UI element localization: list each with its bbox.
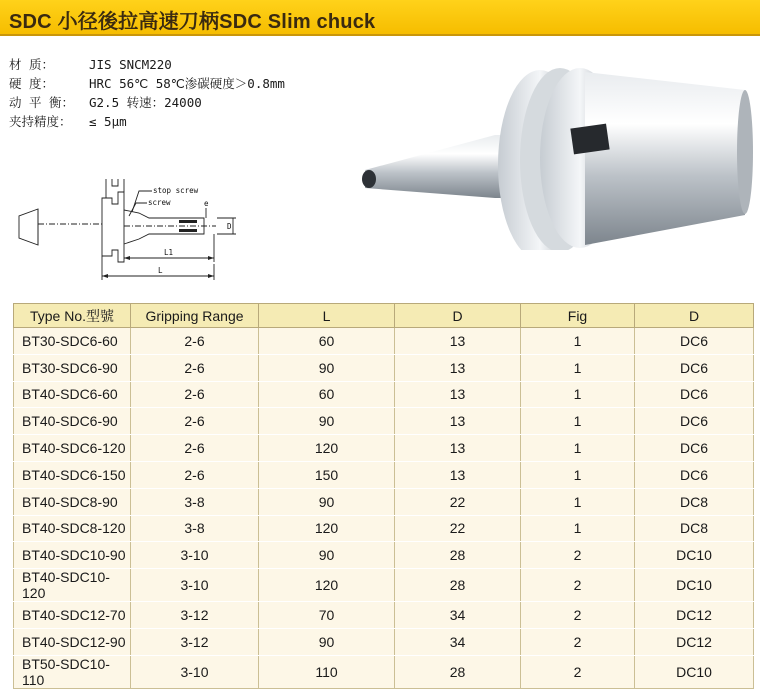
col-header-d: D — [395, 304, 521, 328]
cell-collet: DC6 — [635, 354, 754, 381]
table-row — [14, 408, 754, 435]
drawing-label-e: e — [204, 199, 209, 208]
drawing-nose-shape — [124, 210, 204, 244]
cell-fig: 1 — [521, 328, 635, 355]
cell-collet: DC12 — [635, 628, 754, 655]
cell-l: 60 — [259, 381, 395, 408]
drawing-collet-mark — [179, 220, 197, 223]
table-row — [14, 354, 754, 381]
cell-fig: 2 — [521, 655, 635, 688]
cell-gripping-range: 2-6 — [131, 328, 259, 355]
cell-type-no: BT40-SDC6-150 — [14, 461, 131, 488]
cell-collet: DC10 — [635, 569, 754, 602]
cell-type-no: BT40-SDC6-90 — [14, 408, 131, 435]
cell-d: 34 — [395, 602, 521, 629]
table-row — [14, 461, 754, 488]
cell-collet: DC8 — [635, 488, 754, 515]
col-header-l: L — [259, 304, 395, 328]
spec-row-hardness — [9, 74, 285, 93]
cell-d: 13 — [395, 435, 521, 462]
spec-row-accuracy — [9, 112, 285, 131]
cell-fig: 1 — [521, 488, 635, 515]
cell-collet: DC10 — [635, 542, 754, 569]
cell-d: 13 — [395, 408, 521, 435]
cell-l: 60 — [259, 328, 395, 355]
cell-d: 13 — [395, 381, 521, 408]
cell-collet: DC6 — [635, 461, 754, 488]
cell-fig: 1 — [521, 515, 635, 542]
table-row — [14, 542, 754, 569]
photo-taper — [585, 72, 745, 245]
cell-fig: 2 — [521, 628, 635, 655]
technical-drawing — [14, 176, 249, 281]
cell-d: 28 — [395, 542, 521, 569]
table-row — [14, 655, 754, 688]
drawing-label-screw: screw — [148, 198, 171, 207]
cell-gripping-range: 3-12 — [131, 602, 259, 629]
cell-collet: DC6 — [635, 381, 754, 408]
cell-gripping-range: 3-8 — [131, 515, 259, 542]
cell-type-no: BT50-SDC10-110 — [14, 655, 131, 688]
cell-l: 120 — [259, 435, 395, 462]
cell-type-no: BT40-SDC6-120 — [14, 435, 131, 462]
col-header-type-no: Type No.型號 — [14, 304, 131, 328]
cell-l: 70 — [259, 602, 395, 629]
drawing-taper-shape — [19, 209, 38, 245]
cell-d: 13 — [395, 354, 521, 381]
cell-d: 22 — [395, 515, 521, 542]
cell-type-no: BT40-SDC6-60 — [14, 381, 131, 408]
drawing-label-d: D — [227, 222, 232, 231]
cell-l: 90 — [259, 354, 395, 381]
cell-l: 150 — [259, 461, 395, 488]
col-header-d-collet: D — [635, 304, 754, 328]
cell-gripping-range: 2-6 — [131, 354, 259, 381]
spec-value: JIS SNCM220 — [89, 57, 172, 72]
cell-type-no: BT40-SDC12-90 — [14, 628, 131, 655]
spec-label: 硬 度： — [9, 76, 55, 91]
photo-nose — [365, 135, 505, 198]
drawing-label-stop-screw: stop screw — [153, 186, 199, 195]
cell-fig: 1 — [521, 408, 635, 435]
table-row — [14, 628, 754, 655]
photo-nose-end — [362, 170, 376, 188]
cell-l: 120 — [259, 515, 395, 542]
cell-type-no: BT40-SDC10-90 — [14, 542, 131, 569]
table-body — [14, 328, 754, 689]
cell-l: 90 — [259, 542, 395, 569]
product-photo — [355, 50, 755, 250]
cell-type-no: BT40-SDC12-70 — [14, 602, 131, 629]
cell-gripping-range: 2-6 — [131, 381, 259, 408]
cell-fig: 2 — [521, 602, 635, 629]
cell-l: 90 — [259, 488, 395, 515]
table-row — [14, 488, 754, 515]
spec-label: 夹持精度： — [9, 114, 72, 129]
cell-d: 13 — [395, 461, 521, 488]
col-header-fig: Fig — [521, 304, 635, 328]
cell-fig: 2 — [521, 569, 635, 602]
cell-collet: DC6 — [635, 328, 754, 355]
table-row — [14, 569, 754, 602]
cell-collet: DC8 — [635, 515, 754, 542]
cell-d: 13 — [395, 328, 521, 355]
drawing-label-l1: L1 — [164, 248, 174, 257]
cell-collet: DC10 — [635, 655, 754, 688]
table-header-row — [14, 304, 754, 328]
table-row — [14, 602, 754, 629]
table-row — [14, 515, 754, 542]
cell-type-no: BT30-SDC6-60 — [14, 328, 131, 355]
cell-fig: 1 — [521, 435, 635, 462]
cell-gripping-range: 3-12 — [131, 628, 259, 655]
table-row — [14, 328, 754, 355]
col-header-gripping-range: Gripping Range — [131, 304, 259, 328]
title-bar — [0, 0, 760, 36]
page-title: SDC 小径後拉高速刀柄SDC Slim chuck — [9, 11, 376, 33]
cell-gripping-range: 2-6 — [131, 461, 259, 488]
drawing-label-l: L — [158, 266, 163, 275]
cell-fig: 2 — [521, 542, 635, 569]
cell-type-no: BT40-SDC8-120 — [14, 515, 131, 542]
table-row — [14, 435, 754, 462]
cell-l: 110 — [259, 655, 395, 688]
cell-collet: DC6 — [635, 408, 754, 435]
spec-label: 动 平 衡： — [9, 95, 75, 110]
cell-fig: 1 — [521, 461, 635, 488]
spec-label: 材 质： — [9, 57, 55, 72]
cell-type-no: BT40-SDC8-90 — [14, 488, 131, 515]
cell-d: 28 — [395, 655, 521, 688]
cell-type-no: BT40-SDC10-120 — [14, 569, 131, 602]
cell-d: 22 — [395, 488, 521, 515]
cell-fig: 1 — [521, 381, 635, 408]
cell-gripping-range: 3-8 — [131, 488, 259, 515]
cell-l: 120 — [259, 569, 395, 602]
cell-gripping-range: 3-10 — [131, 655, 259, 688]
spec-value: G2.5 转速：24000 — [89, 95, 202, 110]
cell-d: 34 — [395, 628, 521, 655]
cell-d: 28 — [395, 569, 521, 602]
cell-fig: 1 — [521, 354, 635, 381]
cell-gripping-range: 3-10 — [131, 569, 259, 602]
spec-table — [13, 303, 754, 689]
cell-collet: DC12 — [635, 602, 754, 629]
spec-value: HRC 56℃ 58℃渗碳硬度＞0.8mm — [89, 76, 285, 91]
drawing-flange-shape — [102, 192, 124, 262]
spec-value: ≤ 5μm — [89, 114, 127, 129]
spec-row-balance — [9, 93, 285, 112]
photo-key-slot — [570, 124, 609, 155]
cell-l: 90 — [259, 408, 395, 435]
cell-collet: DC6 — [635, 435, 754, 462]
cell-gripping-range: 3-10 — [131, 542, 259, 569]
spec-row-material — [9, 55, 285, 74]
cell-gripping-range: 2-6 — [131, 408, 259, 435]
table-row — [14, 381, 754, 408]
cell-gripping-range: 2-6 — [131, 435, 259, 462]
cell-type-no: BT30-SDC6-90 — [14, 354, 131, 381]
cell-l: 90 — [259, 628, 395, 655]
spec-list — [9, 55, 285, 131]
